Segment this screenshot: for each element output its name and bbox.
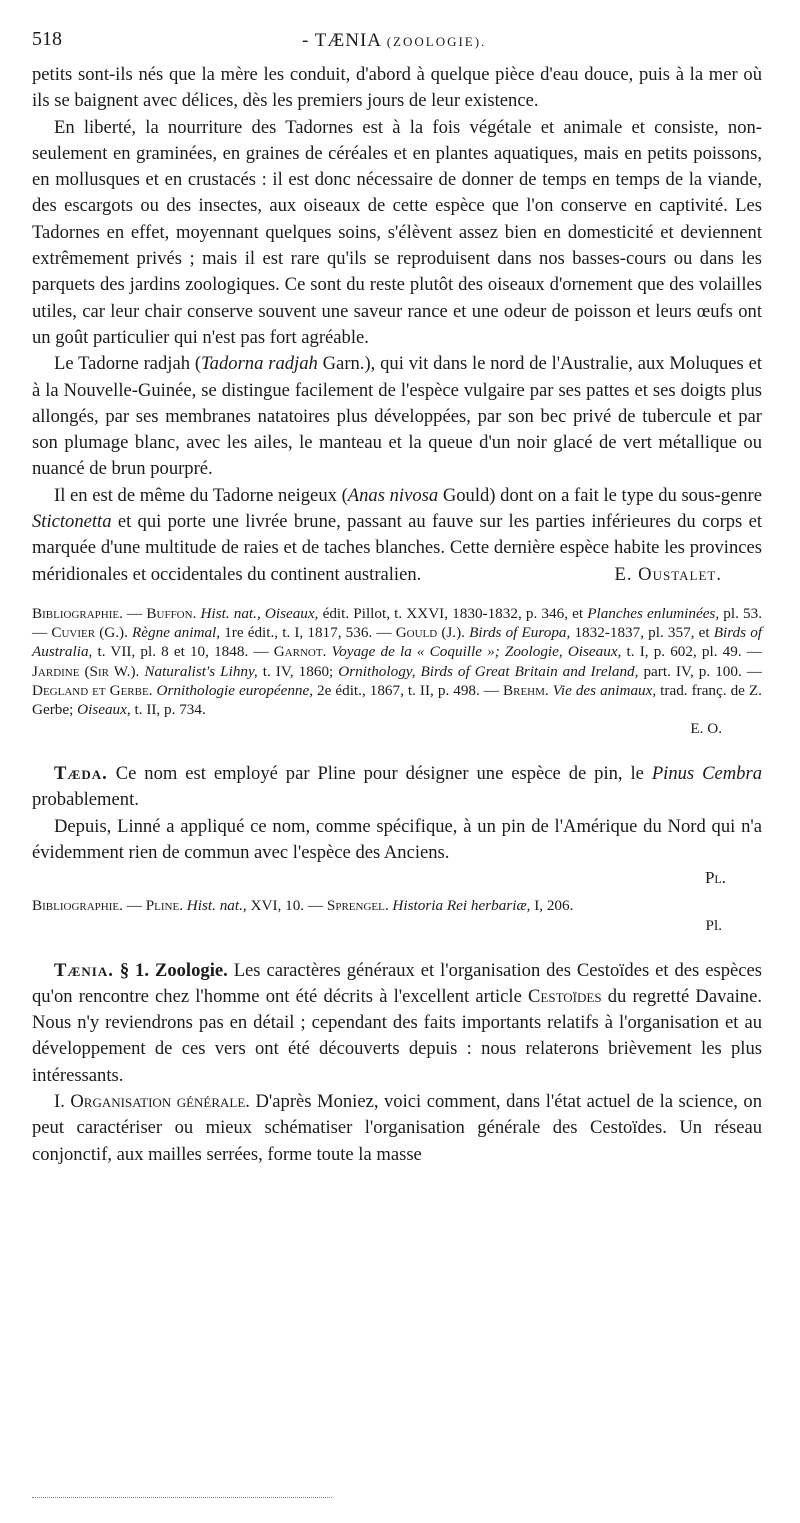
work-title: Ornithologie européenne, <box>152 681 314 699</box>
bibliography-label: Bibliographie. <box>32 897 123 915</box>
bibliography-label: Bibliographie. <box>32 604 123 622</box>
taenia-article <box>32 958 762 1168</box>
paragraph <box>32 958 762 1089</box>
author-signature: E. Oustalet. <box>614 563 722 585</box>
text-run: Le Tadorne radjah ( <box>54 353 202 375</box>
author: Buffon. <box>146 604 197 622</box>
author: Gould (J.). <box>395 624 465 642</box>
text-run: I, 206. <box>530 897 574 915</box>
text-run: part. IV, p. 100. — <box>638 662 762 680</box>
paragraph: En liberté, la nourriture des Tadornes est à la fois végétale et animale et consiste, non-seulement en graminées, en graines de céréales et en plantes aquatiques, mais en petits poissons, en mollusques et en crustacés : il est donc nécessaire de donner de temps en temps de la viande, des escargots ou des insectes, aux oiseaux de cette espèce que l'on conserve en captivité. Les Tadornes en effet, moyennant quelques soins, s'élèvent assez bien en domesticité et deviennent extrêmement privés ; mais il est rare qu'ils se reproduisent dans nos basses-cours ou dans les parquets des jardins zoologiques. Ce sont du reste plutôt des oiseaux d'ornement que des volailles utiles, car leur chair conserve souvent une saveur rance et une odeur de poisson et leurs œufs ont un goût particulier qui n'est pas fort agréable. <box>32 116 762 348</box>
text-run: D'après Moniez, voici comment, dans l'état actuel de la science, on peut caractériser ou mieux schématiser l'organisation générale des Cestoïdes. Un réseau conjonctif, aux mailles serrées, forme toute la masse <box>32 1091 762 1165</box>
text-run: Les caractères généraux et l'organisation des Cestoïdes et des espèces qu'on rencontre chez l'homme ont été décrits à l'excellent article <box>32 959 762 1007</box>
author: Pline. <box>145 897 183 915</box>
text-run: t. II, p. 734. <box>130 700 206 718</box>
work-title: Oiseaux, <box>77 700 131 718</box>
author: Degland et Gerbe. <box>32 681 153 699</box>
headword: Tænia. <box>54 959 114 981</box>
text-run: t. IV, 1860; <box>257 662 339 680</box>
running-title <box>302 30 486 52</box>
author: Garnot. <box>273 643 327 661</box>
text-run: trad. franç. de Z. Gerbe; <box>32 681 762 718</box>
text-run: 1832-1837, pl. 357, et <box>570 624 714 642</box>
text-run: pl. 53. — <box>32 604 762 642</box>
text-run: — <box>122 897 146 915</box>
author: Jardine (Sir W.). <box>32 662 140 680</box>
work-title: Hist. nat., <box>183 897 247 915</box>
text-run: probablement. <box>32 789 139 811</box>
bibliography-signature: Pl. <box>705 916 722 934</box>
document-page <box>32 28 762 1168</box>
paragraph <box>32 483 762 588</box>
paragraph: petits sont-ils nés que la mère les conduit, d'abord à quelque pièce d'eau douce, puis à la mer où ils se baignent avec délices, dès les premiers jours de leur existence. <box>32 64 762 112</box>
tadorne-article <box>32 62 762 588</box>
latin-name: Tadorna radjah <box>201 353 318 375</box>
author-signature: Pl. <box>704 868 726 888</box>
text-run: édit. Pillot, t. XXVI, 1830-1832, p. 346, et <box>318 604 588 622</box>
bibliography-signature: E. O. <box>690 720 722 738</box>
latin-name: Pinus Cembra <box>651 763 762 785</box>
work-title: Planches enluminées, <box>587 604 720 622</box>
page-header <box>32 28 762 62</box>
author: Brehm. <box>503 681 549 699</box>
running-title-main: - TÆNIA <box>302 30 381 51</box>
work-title: Hist. nat., Oiseaux, <box>196 604 319 622</box>
latin-name: Anas nivosa <box>347 484 439 506</box>
running-title-sub: (ZOOLOGIE). <box>386 34 487 49</box>
footer-rule <box>32 1497 332 1498</box>
text-run: 2e édit., 1867, t. II, p. 498. — <box>313 681 503 699</box>
text-run: Il en est de même du Tadorne neigeux ( <box>54 484 348 506</box>
text-run: Gould) dont on a fait le type du sous-genre <box>438 484 762 506</box>
text-run: — <box>122 604 147 622</box>
work-title: Birds of Australia, <box>32 624 763 661</box>
work-title: Voyage de la « Coquille »; Zoologie, Oiseaux, <box>326 643 622 661</box>
paragraph <box>32 1089 762 1168</box>
work-title: Règne animal, <box>127 624 221 642</box>
text-run: t. I, p. 602, pl. 49. — <box>621 643 762 661</box>
author: Cuvier (G.). <box>51 624 128 642</box>
text-run: du regretté Davaine. Nous n'y reviendrons pas en détail ; cependant des faits importants relatifs à l'organisation et au développement de ces vers ont été découverts depuis : nous relaterons brièvement les plus intéressants. <box>32 985 762 1086</box>
work-title: Birds of Europa, <box>464 624 571 642</box>
text-run: XVI, 10. — <box>246 897 327 915</box>
cross-reference: Cestoïdes <box>528 985 602 1007</box>
work-title: Vie des animaux, <box>548 681 657 699</box>
bibliography-taeda <box>32 896 762 935</box>
work-title: Naturalist's Lihny, <box>139 662 258 680</box>
paragraph: Depuis, Linné a appliqué ce nom, comme spécifique, à un pin de l'Amérique du Nord qui n'a évidemment rien de commun avec l'espèce des Anciens. <box>32 815 762 864</box>
paragraph <box>32 351 762 482</box>
taeda-article <box>32 761 762 890</box>
work-title: Ornithology, Birds of Great Britain and Ireland, <box>338 662 639 680</box>
text-run: t. VII, pl. 8 et 10, 1848. — <box>92 643 274 661</box>
page-number: 518 <box>32 28 62 50</box>
paragraph <box>32 761 762 814</box>
bibliography-tadorne <box>32 604 762 739</box>
author: Sprengel. <box>326 897 389 915</box>
section-heading: § 1. Zoologie. <box>113 959 228 981</box>
text-run: et qui porte une livrée brune, passant au fauve sur les parties inférieures du corps et marquée d'une multitude de raies et de taches blanches. Cette dernière espèce habite les provinces méridionales et occidentales du continent australien. <box>32 511 762 585</box>
genus-name: Stictonetta <box>32 511 112 533</box>
headword: Tæda. <box>54 763 108 785</box>
text-run: Garn.), qui vit dans le nord de l'Australie, aux Moluques et à la Nouvelle-Guinée, se distingue facilement de l'espèce vulgaire par ses pattes et ses doigts plus allongés, par ses membranes natatoires plus développées, par son bec privé de tubercule et par son plumage blanc, avec les ailes, le manteau et la queue d'un noir glacé de vert métallique ou nuancé de brun pourpré. <box>32 353 762 480</box>
subsection-heading: I. Organisation générale. <box>54 1091 250 1113</box>
work-title: Historia Rei herbariæ, <box>388 897 531 915</box>
text-run: Ce nom est employé par Pline pour désigner une espèce de pin, le <box>107 763 652 785</box>
text-run: 1re édit., t. I, 1817, 536. — <box>220 624 396 642</box>
